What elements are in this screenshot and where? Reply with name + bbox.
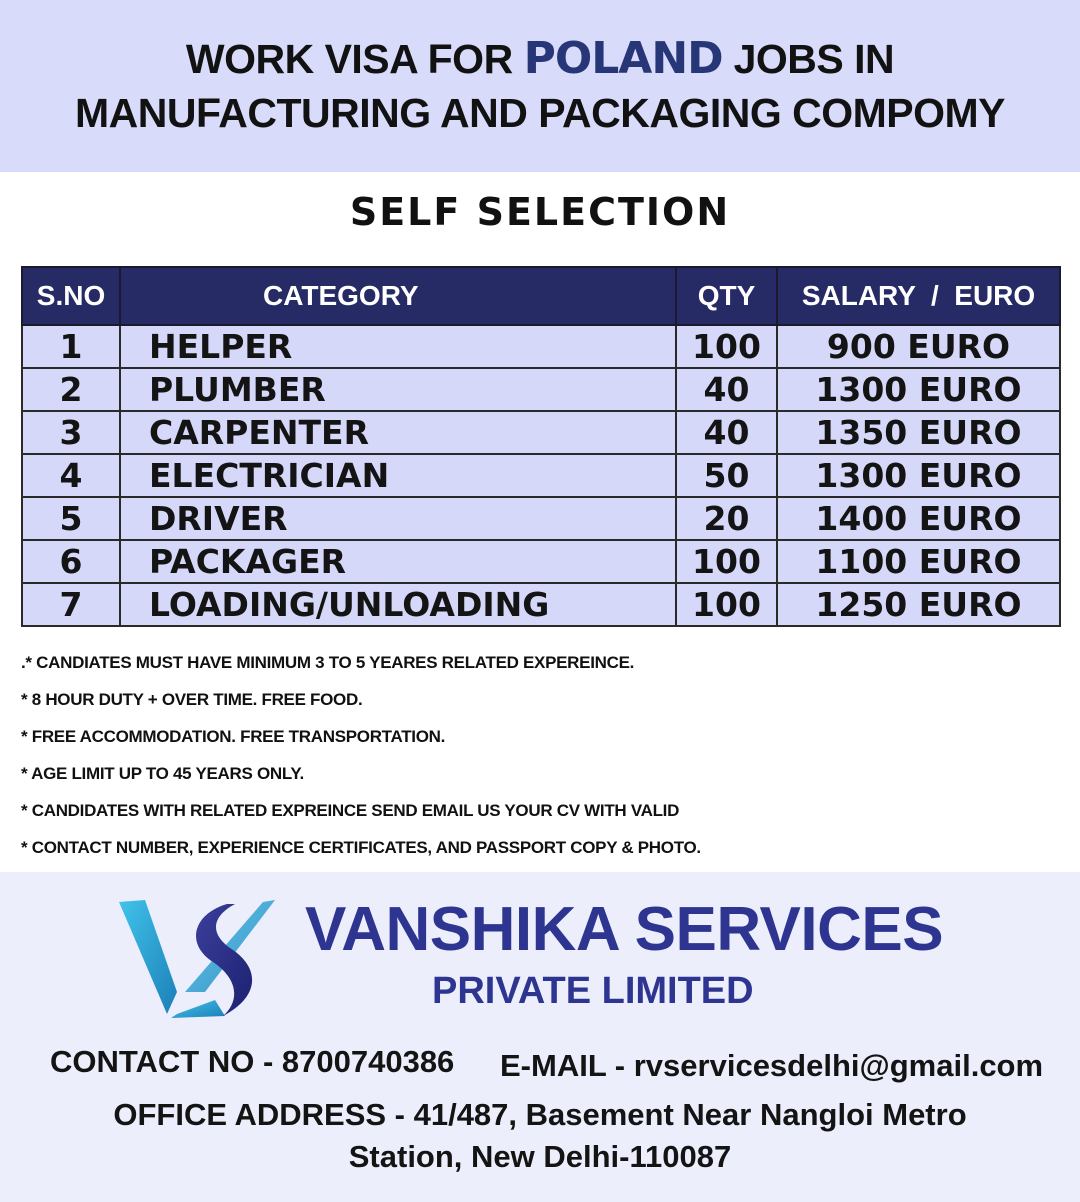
note-item: * AGE LIMIT UP TO 45 YEARS ONLY. (21, 764, 304, 783)
header-line-1 (186, 32, 894, 86)
jobs-table (21, 266, 1061, 627)
row-sno: 1 (22, 325, 120, 368)
address-line-2: Station, New Delhi-110087 (348, 1139, 732, 1174)
note-item: * FREE ACCOMMODATION. FREE TRANSPORTATION. (21, 727, 446, 746)
header-prefix: WORK VISA FOR (185, 36, 524, 82)
company-name: VANSHIKA SERVICES (305, 895, 944, 964)
row-category: ELECTRICIAN (120, 454, 676, 497)
address-line-1: OFFICE ADDRESS - 41/487, Basement Near Nangloi Metro (113, 1097, 967, 1132)
office-address (0, 1094, 1080, 1178)
row-qty: 50 (676, 454, 777, 497)
note-item: .* CANDIATES MUST HAVE MINIMUM 3 TO 5 YEARES RELATED EXPEREINCE. (21, 653, 635, 672)
row-salary: 1100 EURO (777, 540, 1060, 583)
header-sno: S.NO (22, 267, 120, 325)
table-row (22, 540, 1060, 583)
row-category: CARPENTER (120, 411, 676, 454)
row-sno: 6 (22, 540, 120, 583)
row-sno: 4 (22, 454, 120, 497)
row-qty: 100 (676, 540, 777, 583)
row-sno: 2 (22, 368, 120, 411)
header-line-2: MANUFACTURING AND PACKAGING COMPOMY (74, 90, 1006, 136)
row-qty: 40 (676, 368, 777, 411)
contact-number: CONTACT NO - 8700740386 (50, 1044, 455, 1079)
header-salary: SALARY / EURO (777, 267, 1060, 325)
row-sno: 7 (22, 583, 120, 626)
row-category: PLUMBER (120, 368, 676, 411)
header-suffix: JOBS IN (722, 36, 895, 82)
note-item: * CONTACT NUMBER, EXPERIENCE CERTIFICATES, AND PASSPORT COPY & PHOTO. (21, 838, 701, 857)
row-qty: 100 (676, 325, 777, 368)
row-sno: 5 (22, 497, 120, 540)
requirements-notes (21, 650, 1061, 872)
header-qty: QTY (676, 267, 777, 325)
table-header-row (22, 267, 1060, 325)
note-item: * 8 HOUR DUTY + OVER TIME. FREE FOOD. (21, 690, 363, 709)
table-row (22, 583, 1060, 626)
header-category: CATEGORY (120, 267, 676, 325)
row-salary: 1350 EURO (777, 411, 1060, 454)
row-category: DRIVER (120, 497, 676, 540)
row-salary: 1400 EURO (777, 497, 1060, 540)
contact-email: E-MAIL - rvservicesdelhi@gmail.com (500, 1048, 1044, 1083)
row-qty: 20 (676, 497, 777, 540)
row-category: LOADING/UNLOADING (120, 583, 676, 626)
table-row (22, 325, 1060, 368)
note-item: * CANDIDATES WITH RELATED EXPREINCE SEND EMAIL US YOUR CV WITH VALID (21, 801, 680, 820)
poster-header (0, 0, 1080, 172)
contact-row (50, 1044, 1050, 1083)
row-salary: 1300 EURO (777, 454, 1060, 497)
row-sno: 3 (22, 411, 120, 454)
row-category: PACKAGER (120, 540, 676, 583)
row-qty: 40 (676, 411, 777, 454)
table-row (22, 368, 1060, 411)
table-row (22, 497, 1060, 540)
vs-monogram-logo-icon (115, 896, 275, 1021)
row-qty: 100 (676, 583, 777, 626)
row-salary: 1250 EURO (777, 583, 1060, 626)
row-salary: 1300 EURO (777, 368, 1060, 411)
header-country: POLAND (523, 33, 723, 84)
selection-title: SELF SELECTION (349, 190, 731, 234)
table-row (22, 411, 1060, 454)
company-footer (0, 872, 1080, 1202)
row-category: HELPER (120, 325, 676, 368)
row-salary: 900 EURO (777, 325, 1060, 368)
company-subtitle: PRIVATE LIMITED (432, 970, 754, 1012)
table-row (22, 454, 1060, 497)
